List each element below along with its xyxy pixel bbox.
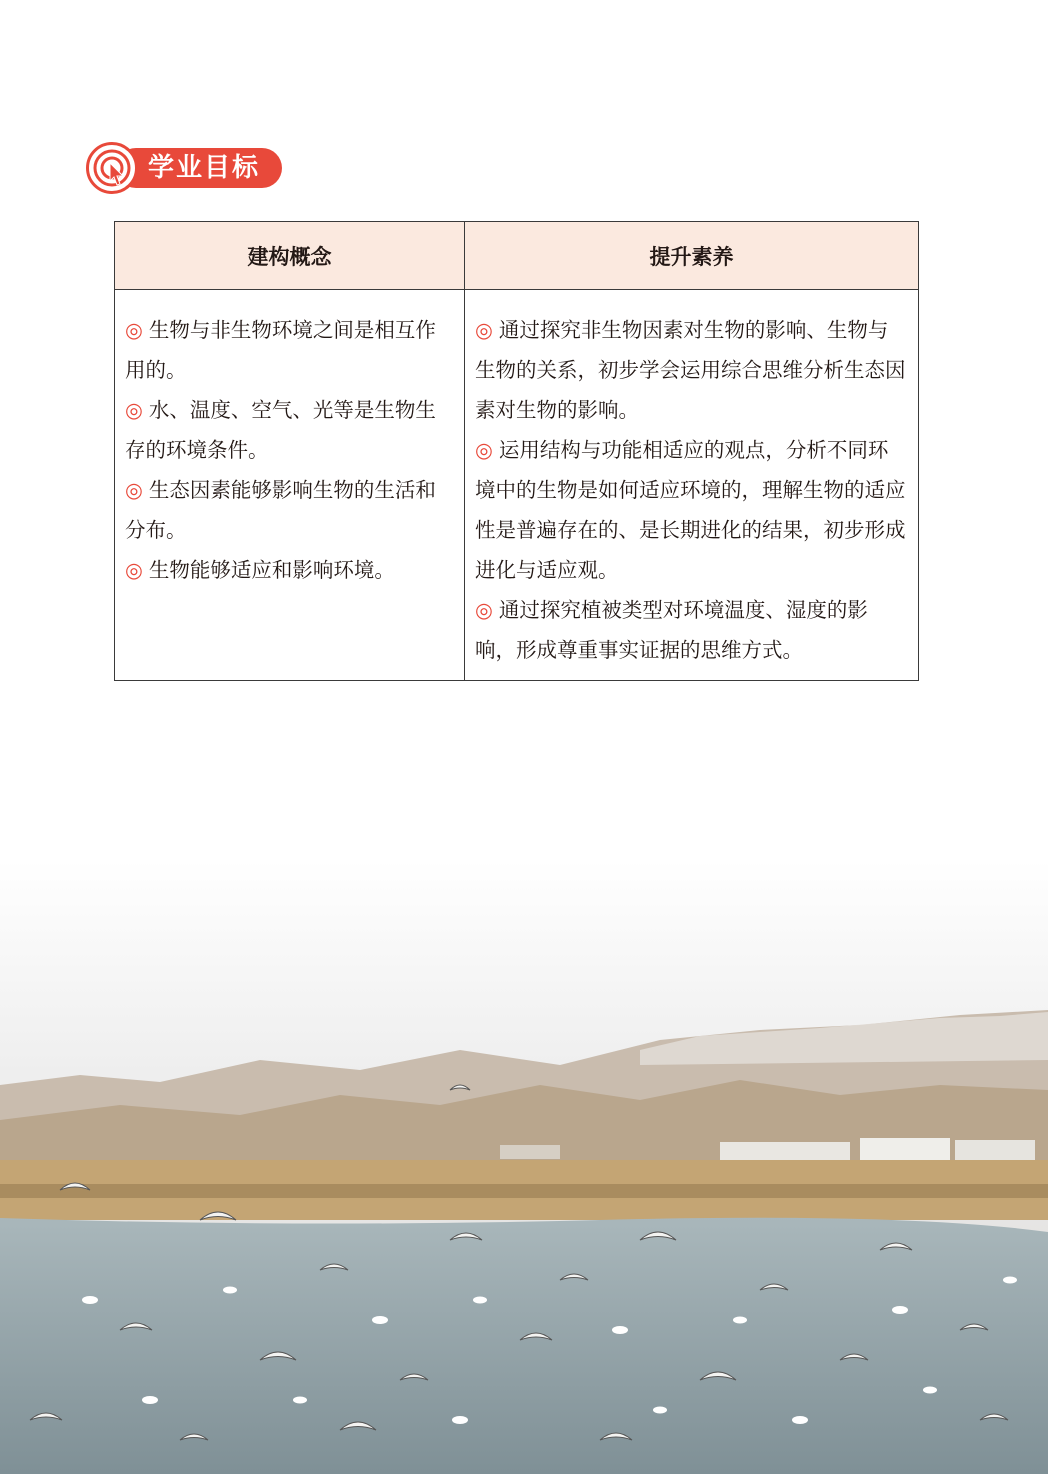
bullet-icon: ◎ (125, 558, 143, 582)
header-concepts: 建构概念 (115, 222, 465, 290)
list-item: ◎ 生物能够适应和影响环境。 (125, 558, 395, 582)
list-item: ◎ 生物与非生物环境之间是相互作用的。 (125, 318, 436, 382)
section-title: 学业目标 (148, 153, 261, 183)
header-literacy: 提升素养 (465, 222, 918, 290)
literacy-cell (465, 290, 918, 680)
lake-gulls-photo (0, 860, 1048, 1474)
bullet-icon: ◎ (125, 398, 143, 422)
list-item: ◎ 通过探究非生物因素对生物的影响、生物与生物的关系，初步学会运用综合思维分析生态因素对生物的影响。 (475, 318, 906, 422)
bullet-icon: ◎ (125, 318, 143, 342)
goals-table (114, 221, 919, 681)
bullet-icon: ◎ (125, 478, 143, 502)
list-item: ◎ 运用结构与功能相适应的观点，分析不同环境中的生物是如何适应环境的，理解生物的适应性是普遍存在的、是长期进化的结果，初步形成进化与适应观。 (475, 438, 906, 582)
bullet-icon: ◎ (475, 318, 493, 342)
list-item: ◎ 通过探究植被类型对环境温度、湿度的影响，形成尊重事实证据的思维方式。 (475, 598, 868, 662)
section-badge (86, 142, 286, 194)
list-item: ◎ 生态因素能够影响生物的生活和分布。 (125, 478, 436, 542)
bullet-icon: ◎ (475, 438, 493, 462)
bullet-icon: ◎ (475, 598, 493, 622)
concepts-cell (115, 290, 465, 680)
list-item: ◎ 水、温度、空气、光等是生物生存的环境条件。 (125, 398, 436, 462)
photo-illustration (0, 860, 1048, 1474)
hand-tap-icon (86, 142, 138, 194)
